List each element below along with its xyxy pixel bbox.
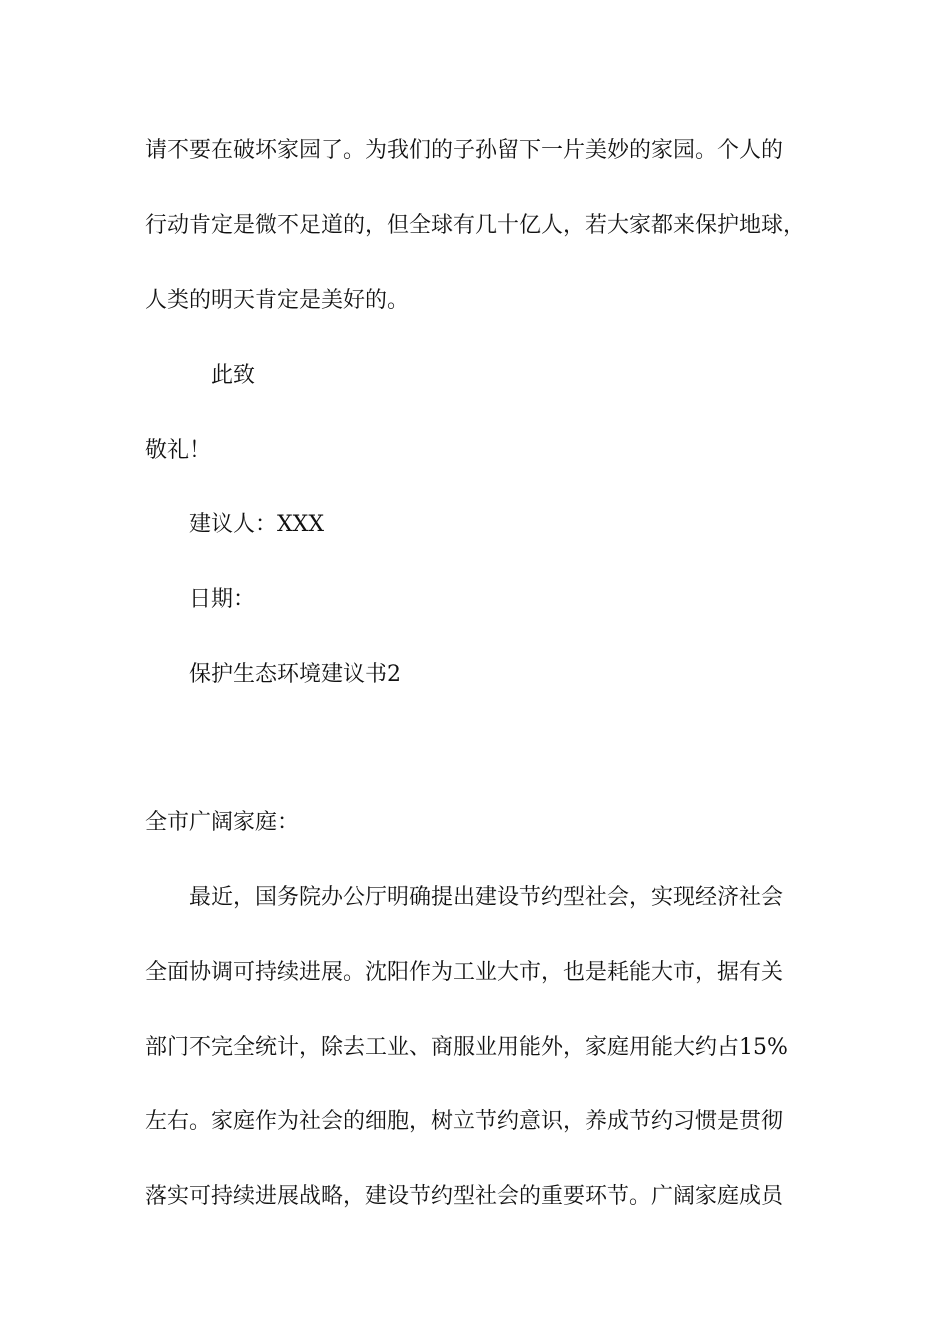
paragraph-line: 落实可持续进展战略，建设节约型社会的重要环节。广阔家庭成员 — [145, 1184, 784, 1209]
date-line: 日期： — [189, 587, 256, 612]
signer-line: 建议人：XXX — [189, 512, 324, 537]
paragraph-line: 部门不完全统计，除去工业、商服业用能外，家庭用能大约占15% — [145, 1035, 788, 1060]
paragraph-line: 左右。家庭作为社会的细胞，树立节约意识，养成节约习惯是贯彻 — [145, 1109, 784, 1134]
salutation: 全市广阔家庭： — [145, 810, 300, 835]
paragraph-line: 请不要在破坏家园了。为我们的子孙留下一片美妙的家园。个人的 — [145, 138, 784, 163]
paragraph-line: 全面协调可持续进展。沈阳作为工业大市，也是耗能大市，据有关 — [145, 960, 784, 985]
closing-regards: 敬礼！ — [145, 438, 212, 463]
paragraph-line: 行动肯定是微不足道的，但全球有几十亿人，若大家都来保护地球， — [145, 213, 806, 238]
paragraph-line: 人类的明天肯定是美好的。 — [145, 288, 410, 313]
document-title: 保护生态环境建议书2 — [189, 662, 401, 687]
paragraph-line: 最近，国务院办公厅明确提出建设节约型社会，实现经济社会 — [189, 885, 784, 910]
closing-salutation: 此致 — [211, 363, 256, 388]
